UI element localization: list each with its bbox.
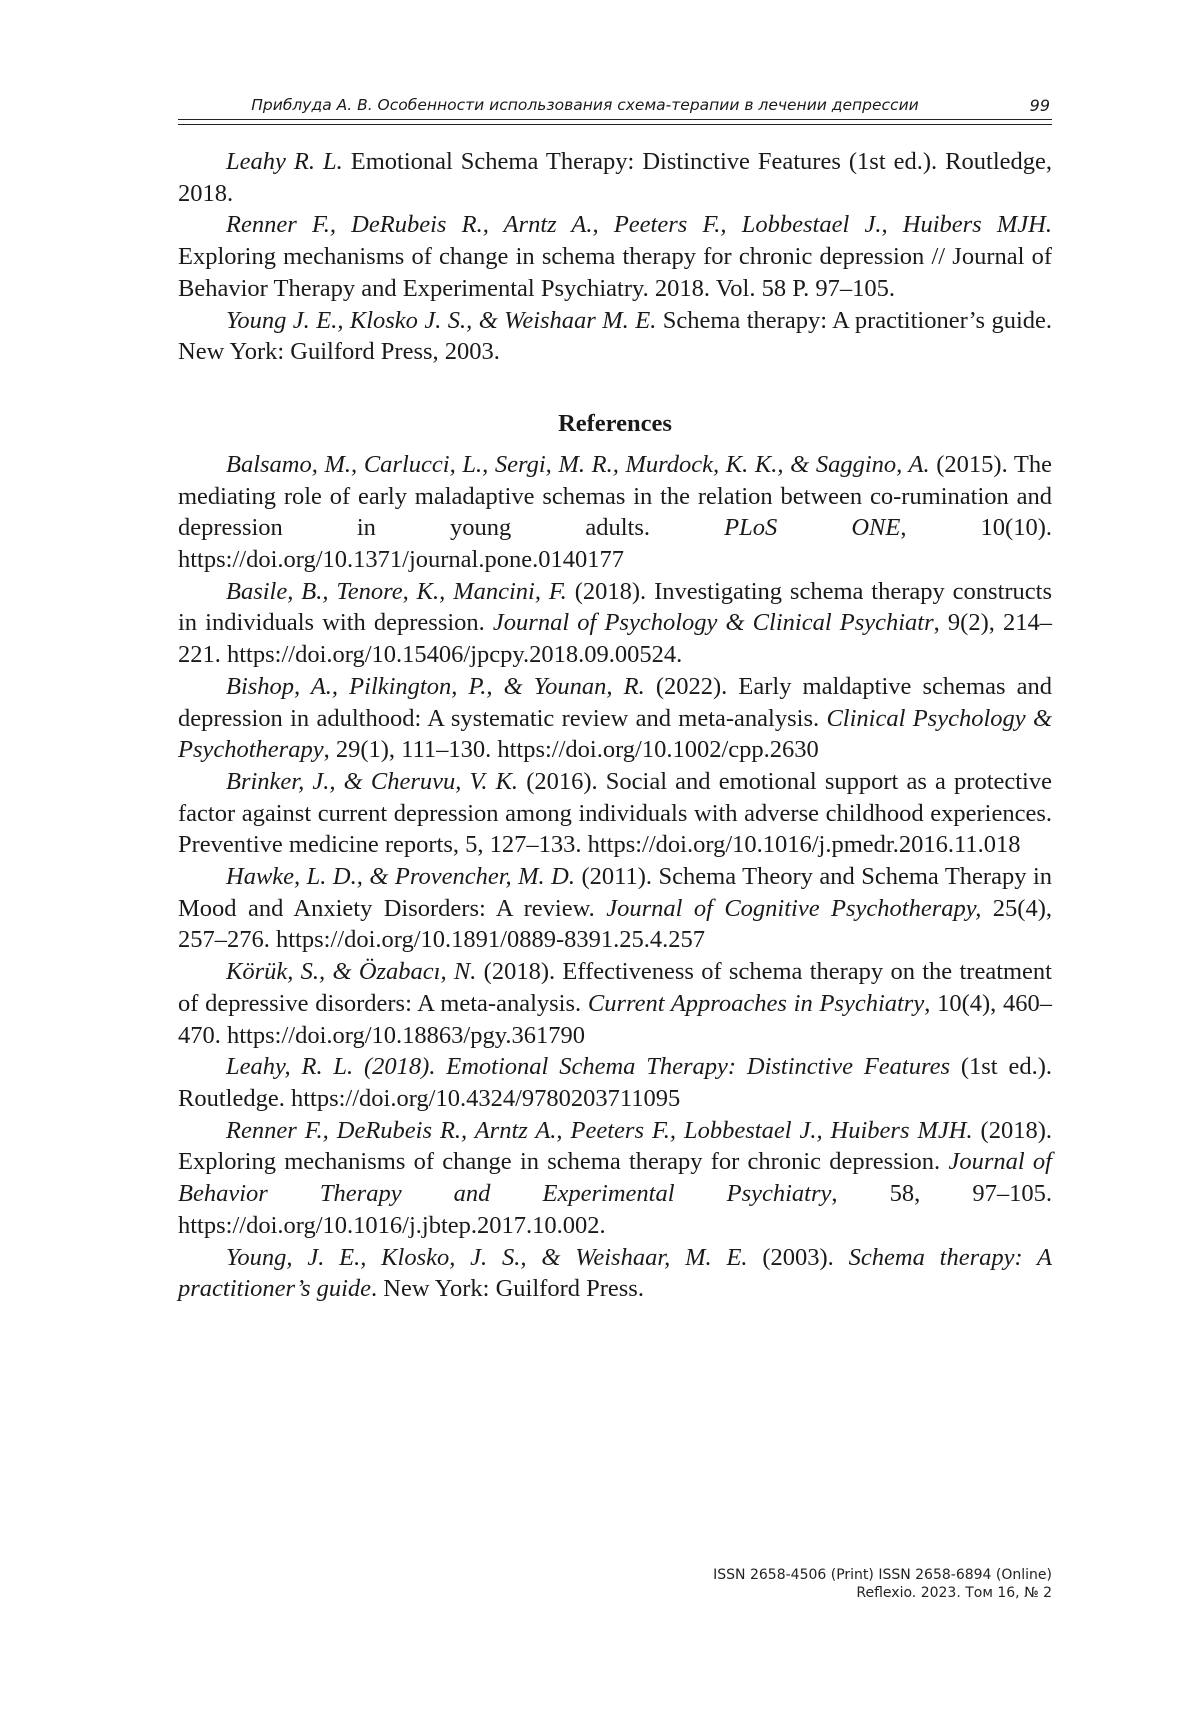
references-heading: References <box>558 409 672 437</box>
reference-text: (1st ed.). Routledge. https://doi.org/10.4324/9780203711095 <box>178 1053 1052 1112</box>
reference-journal: Schema therapy: A practitioner’s guide <box>178 1243 1052 1303</box>
reference-authors: Renner F., DeRubeis R., Arntz A., Peeters F., Lobbestael J., Huibers MJH. <box>226 1116 973 1144</box>
reference-tail: , 10(10). https://doi.org/10.1371/journal.pone.0140177 <box>178 514 1052 574</box>
main-content <box>178 146 1052 1305</box>
reference-entry <box>178 305 1052 368</box>
reference-tail: , 10(4), 460–470. https://doi.org/10.18863/pgy.361790 <box>178 989 1052 1049</box>
journal-issue-line: Reflexio. 2023. Том 16, № 2 <box>856 1585 1052 1601</box>
reference-text: Exploring mechanisms of change in schema therapy for chronic depression // Journal of Behavior Therapy and Experimental Psychiatry. 2018. Vol. 58 P. 97–105. <box>178 243 1052 302</box>
reference-text: (2018). Investigating schema therapy constructs in individuals with depression. <box>178 577 1052 637</box>
header-rule-bottom <box>178 124 1052 125</box>
references-list <box>178 449 1052 1305</box>
reference-entry <box>178 1051 1052 1114</box>
reference-tail: . New York: Guilford Press. <box>371 1275 644 1303</box>
issn-line: ISSN 2658-4506 (Print) ISSN 2658-6894 (Online) <box>713 1567 1052 1583</box>
reference-tail: , 58, 97–105. https://doi.org/10.1016/j.jbtep.2017.10.002. <box>178 1180 1052 1239</box>
reference-entry <box>178 209 1052 304</box>
reference-journal: Journal of Psychology & Clinical Psychiatr <box>492 609 934 637</box>
reference-authors: Hawke, L. D., & Provencher, M. D. <box>226 863 575 891</box>
reference-authors: Körük, S., & Özabacı, N. <box>226 958 477 986</box>
reference-text: Emotional Schema Therapy: Distinctive Features (1st ed.). Routledge, 2018. <box>178 148 1053 207</box>
reference-entry <box>178 1242 1052 1305</box>
reference-authors: Brinker, J., & Cheruvu, V. K. <box>226 767 519 795</box>
header-rule-top <box>178 119 1052 120</box>
reference-entry <box>178 576 1052 671</box>
reference-journal: Current Approaches in Psychiatry <box>587 989 925 1017</box>
reference-journal: Clinical Psychology & Psychotherapy <box>178 704 1052 764</box>
reference-text: (2016). Social and emotional support as a protective factor against current depression among individuals with adverse childhood experiences. Preventive medicine reports, 5, 127–133. https://doi.org/10.1016/j.pmedr.2016.11.018 <box>178 767 1052 859</box>
reference-authors: Balsamo, M., Carlucci, L., Sergi, M. R., Murdock, K. K., & Saggino, A. <box>226 450 930 478</box>
reference-authors: Renner F., DeRubeis R., Arntz A., Peeters F., Lobbestael J., Huibers MJH. <box>226 211 1052 239</box>
reference-tail: , 9(2), 214–221. https://doi.org/10.15406/jpcpy.2018.09.00524. <box>178 609 1052 669</box>
reference-entry <box>178 449 1052 576</box>
reference-entry <box>178 766 1052 861</box>
reference-entry <box>178 956 1052 1051</box>
reference-entry <box>178 861 1052 956</box>
running-title: Приблуда А. В. Особенности использования схема-терапии в лечении депрессии <box>251 96 919 114</box>
reference-authors: Young J. E., Klosko J. S., & Weishaar M. E. <box>226 306 657 334</box>
page-footer <box>713 1566 1052 1602</box>
reference-authors: Bishop, A., Pilkington, P., & Younan, R. <box>226 672 645 700</box>
reference-tail: , 29(1), 111–130. https://doi.org/10.1002/cpp.2630 <box>323 736 819 764</box>
reference-journal: Journal of Behavior Therapy and Experimental Psychiatry <box>178 1148 1052 1208</box>
reference-text: (2022). Early maldaptive schemas and depression in adulthood: A systematic review and meta-analysis. <box>178 672 1052 732</box>
reference-text: (2015). The mediating role of early maladaptive schemas in the relation between co-rumination and depression in young adults. <box>178 450 1052 542</box>
reference-authors: Young, J. E., Klosko, J. S., & Weishaar, M. E. <box>226 1243 748 1271</box>
page-number: 99 <box>1029 96 1050 115</box>
page-header <box>178 94 1052 122</box>
reference-authors: Leahy R. L. <box>226 148 343 175</box>
reference-entry <box>178 1115 1052 1242</box>
reference-text: (2018). Effectiveness of schema therapy on the treatment of depressive disorders: A meta-analysis. <box>178 958 1052 1017</box>
literature-list <box>178 146 1052 368</box>
reference-authors: Basile, B., Tenore, K., Mancini, F. <box>226 577 567 605</box>
reference-text: (2011). Schema Theory and Schema Therapy in Mood and Anxiety Disorders: A review. <box>178 863 1053 922</box>
reference-text: (2018). Exploring mechanisms of change in schema therapy for chronic depression. <box>178 1116 1052 1176</box>
reference-authors: Leahy, R. L. (2018). Emotional Schema Therapy: Distinctive Features <box>226 1053 951 1081</box>
reference-entry <box>178 671 1052 766</box>
reference-entry <box>178 146 1052 209</box>
reference-journal: PLoS ONE <box>724 514 901 542</box>
reference-text: Schema therapy: A practitioner’s guide. New York: Guilford Press, 2003. <box>178 306 1052 366</box>
reference-journal: Journal of Cognitive Psychotherapy, <box>606 894 982 922</box>
reference-text: (2003). <box>747 1243 849 1271</box>
reference-tail: 25(4), 257–276. https://doi.org/10.1891/0889-8391.25.4.257 <box>178 894 1052 954</box>
